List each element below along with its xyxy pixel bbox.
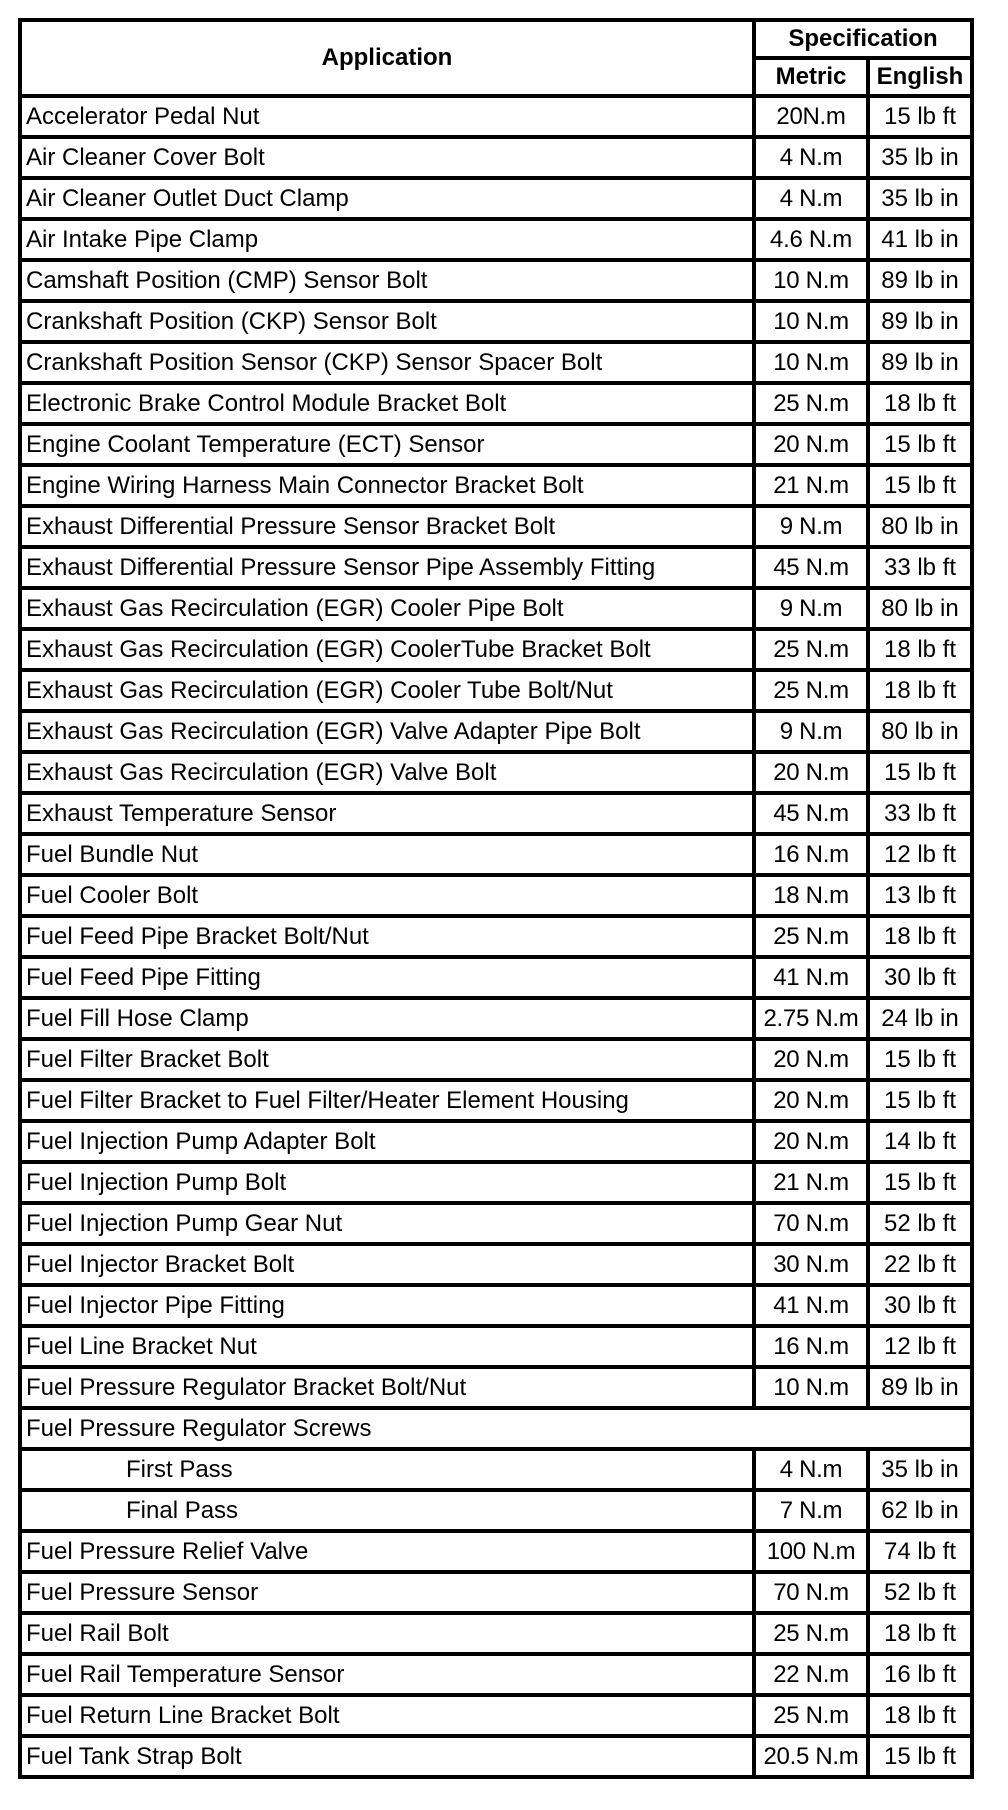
metric-cell: 25 N.m (754, 629, 868, 670)
english-cell: 35 lb in (868, 1449, 972, 1490)
english-cell: 12 lb ft (868, 1326, 972, 1367)
metric-cell: 10 N.m (754, 1367, 868, 1408)
application-cell: Fuel Line Bracket Nut (20, 1326, 754, 1367)
english-cell: 15 lb ft (868, 424, 972, 465)
metric-cell: 45 N.m (754, 547, 868, 588)
metric-cell: 22 N.m (754, 1654, 868, 1695)
application-cell: Exhaust Gas Recirculation (EGR) Valve Bolt (20, 752, 754, 793)
application-cell: Exhaust Temperature Sensor (20, 793, 754, 834)
metric-cell: 10 N.m (754, 342, 868, 383)
table-row (20, 588, 972, 629)
english-cell: 62 lb in (868, 1490, 972, 1531)
application-cell: Fuel Pressure Regulator Bracket Bolt/Nut (20, 1367, 754, 1408)
english-cell: 14 lb ft (868, 1121, 972, 1162)
metric-cell: 41 N.m (754, 1285, 868, 1326)
table-row (20, 1531, 972, 1572)
application-cell: Fuel Injection Pump Gear Nut (20, 1203, 754, 1244)
table-row (20, 1613, 972, 1654)
application-cell: Fuel Bundle Nut (20, 834, 754, 875)
english-cell: 33 lb ft (868, 793, 972, 834)
table-row (20, 875, 972, 916)
table-row (20, 1285, 972, 1326)
application-cell: Crankshaft Position (CKP) Sensor Bolt (20, 301, 754, 342)
table-row (20, 957, 972, 998)
header-english: English (868, 58, 972, 96)
english-cell: 35 lb in (868, 137, 972, 178)
table-header (20, 20, 972, 96)
table-row (20, 1080, 972, 1121)
english-cell: 80 lb in (868, 588, 972, 629)
application-cell: Fuel Tank Strap Bolt (20, 1736, 754, 1777)
application-cell: Fuel Pressure Relief Valve (20, 1531, 754, 1572)
application-cell: First Pass (20, 1449, 754, 1490)
table-row (20, 1203, 972, 1244)
metric-cell: 4.6 N.m (754, 219, 868, 260)
application-cell: Crankshaft Position Sensor (CKP) Sensor Spacer Bolt (20, 342, 754, 383)
header-specification: Specification (754, 20, 972, 58)
english-cell: 33 lb ft (868, 547, 972, 588)
table-row (20, 834, 972, 875)
table-row (20, 1162, 972, 1203)
table-row (20, 465, 972, 506)
application-cell: Fuel Filter Bracket to Fuel Filter/Heater Element Housing (20, 1080, 754, 1121)
table-row (20, 1449, 972, 1490)
metric-cell: 2.75 N.m (754, 998, 868, 1039)
metric-cell: 30 N.m (754, 1244, 868, 1285)
english-cell: 15 lb ft (868, 752, 972, 793)
english-cell: 15 lb ft (868, 1736, 972, 1777)
metric-cell: 9 N.m (754, 588, 868, 629)
metric-cell: 16 N.m (754, 1326, 868, 1367)
metric-cell: 20 N.m (754, 1080, 868, 1121)
application-cell: Accelerator Pedal Nut (20, 96, 754, 137)
application-cell: Exhaust Differential Pressure Sensor Pipe Assembly Fitting (20, 547, 754, 588)
table-row (20, 629, 972, 670)
application-cell: Fuel Feed Pipe Bracket Bolt/Nut (20, 916, 754, 957)
table-row (20, 383, 972, 424)
table-row (20, 301, 972, 342)
metric-cell: 10 N.m (754, 260, 868, 301)
english-cell: 24 lb in (868, 998, 972, 1039)
metric-cell: 41 N.m (754, 957, 868, 998)
english-cell: 80 lb in (868, 506, 972, 547)
table-row (20, 752, 972, 793)
application-cell: Engine Coolant Temperature (ECT) Sensor (20, 424, 754, 465)
group-heading-cell: Fuel Pressure Regulator Screws (20, 1408, 972, 1449)
metric-cell: 21 N.m (754, 1162, 868, 1203)
metric-cell: 16 N.m (754, 834, 868, 875)
table-row (20, 506, 972, 547)
english-cell: 18 lb ft (868, 629, 972, 670)
english-cell: 15 lb ft (868, 96, 972, 137)
english-cell: 15 lb ft (868, 1162, 972, 1203)
metric-cell: 25 N.m (754, 1613, 868, 1654)
metric-cell: 7 N.m (754, 1490, 868, 1531)
table-row (20, 96, 972, 137)
english-cell: 18 lb ft (868, 383, 972, 424)
english-cell: 18 lb ft (868, 1613, 972, 1654)
application-cell: Fuel Injector Bracket Bolt (20, 1244, 754, 1285)
application-cell: Air Cleaner Cover Bolt (20, 137, 754, 178)
metric-cell: 20 N.m (754, 752, 868, 793)
metric-cell: 10 N.m (754, 301, 868, 342)
application-cell: Exhaust Gas Recirculation (EGR) CoolerTube Bracket Bolt (20, 629, 754, 670)
application-cell: Exhaust Gas Recirculation (EGR) Cooler Tube Bolt/Nut (20, 670, 754, 711)
application-cell: Engine Wiring Harness Main Connector Bracket Bolt (20, 465, 754, 506)
metric-cell: 9 N.m (754, 711, 868, 752)
application-cell: Camshaft Position (CMP) Sensor Bolt (20, 260, 754, 301)
table-row (20, 793, 972, 834)
english-cell: 18 lb ft (868, 1695, 972, 1736)
metric-cell: 20.5 N.m (754, 1736, 868, 1777)
english-cell: 52 lb ft (868, 1572, 972, 1613)
metric-cell: 25 N.m (754, 916, 868, 957)
table-row (20, 1408, 972, 1449)
english-cell: 18 lb ft (868, 670, 972, 711)
application-cell: Fuel Pressure Sensor (20, 1572, 754, 1613)
english-cell: 16 lb ft (868, 1654, 972, 1695)
metric-cell: 9 N.m (754, 506, 868, 547)
table-row (20, 711, 972, 752)
table-row (20, 1244, 972, 1285)
table-row (20, 1736, 972, 1777)
english-cell: 89 lb in (868, 342, 972, 383)
english-cell: 74 lb ft (868, 1531, 972, 1572)
application-cell: Fuel Injection Pump Adapter Bolt (20, 1121, 754, 1162)
header-metric: Metric (754, 58, 868, 96)
table-row (20, 1367, 972, 1408)
metric-cell: 4 N.m (754, 1449, 868, 1490)
english-cell: 41 lb in (868, 219, 972, 260)
english-cell: 52 lb ft (868, 1203, 972, 1244)
application-cell: Fuel Filter Bracket Bolt (20, 1039, 754, 1080)
table-row (20, 998, 972, 1039)
english-cell: 15 lb ft (868, 1080, 972, 1121)
metric-cell: 21 N.m (754, 465, 868, 506)
english-cell: 35 lb in (868, 178, 972, 219)
metric-cell: 25 N.m (754, 670, 868, 711)
metric-cell: 18 N.m (754, 875, 868, 916)
english-cell: 15 lb ft (868, 1039, 972, 1080)
table-row (20, 178, 972, 219)
header-application: Application (20, 20, 754, 96)
metric-cell: 20 N.m (754, 424, 868, 465)
table-row (20, 1654, 972, 1695)
table-row (20, 547, 972, 588)
metric-cell: 4 N.m (754, 178, 868, 219)
english-cell: 13 lb ft (868, 875, 972, 916)
table-row (20, 1039, 972, 1080)
table-row (20, 1572, 972, 1613)
metric-cell: 45 N.m (754, 793, 868, 834)
metric-cell: 20 N.m (754, 1121, 868, 1162)
application-cell: Fuel Feed Pipe Fitting (20, 957, 754, 998)
english-cell: 89 lb in (868, 260, 972, 301)
application-cell: Fuel Rail Temperature Sensor (20, 1654, 754, 1695)
application-cell: Air Intake Pipe Clamp (20, 219, 754, 260)
application-cell: Fuel Injection Pump Bolt (20, 1162, 754, 1203)
english-cell: 80 lb in (868, 711, 972, 752)
english-cell: 12 lb ft (868, 834, 972, 875)
torque-spec-table (18, 18, 974, 1779)
table-row (20, 342, 972, 383)
english-cell: 18 lb ft (868, 916, 972, 957)
english-cell: 89 lb in (868, 301, 972, 342)
table-body (20, 96, 972, 1777)
application-cell: Fuel Rail Bolt (20, 1613, 754, 1654)
metric-cell: 4 N.m (754, 137, 868, 178)
application-cell: Fuel Return Line Bracket Bolt (20, 1695, 754, 1736)
table-row (20, 260, 972, 301)
application-cell: Exhaust Gas Recirculation (EGR) Cooler Pipe Bolt (20, 588, 754, 629)
table-row (20, 219, 972, 260)
english-cell: 89 lb in (868, 1367, 972, 1408)
table-row (20, 1490, 972, 1531)
metric-cell: 70 N.m (754, 1203, 868, 1244)
english-cell: 22 lb ft (868, 1244, 972, 1285)
metric-cell: 70 N.m (754, 1572, 868, 1613)
application-cell: Fuel Cooler Bolt (20, 875, 754, 916)
table-row (20, 670, 972, 711)
application-cell: Final Pass (20, 1490, 754, 1531)
metric-cell: 25 N.m (754, 1695, 868, 1736)
application-cell: Fuel Injector Pipe Fitting (20, 1285, 754, 1326)
table-row (20, 916, 972, 957)
metric-cell: 25 N.m (754, 383, 868, 424)
metric-cell: 100 N.m (754, 1531, 868, 1572)
application-cell: Fuel Fill Hose Clamp (20, 998, 754, 1039)
metric-cell: 20N.m (754, 96, 868, 137)
application-cell: Exhaust Differential Pressure Sensor Bracket Bolt (20, 506, 754, 547)
english-cell: 30 lb ft (868, 957, 972, 998)
application-cell: Exhaust Gas Recirculation (EGR) Valve Adapter Pipe Bolt (20, 711, 754, 752)
table-row (20, 1326, 972, 1367)
table-row (20, 424, 972, 465)
table-row (20, 1121, 972, 1162)
english-cell: 30 lb ft (868, 1285, 972, 1326)
english-cell: 15 lb ft (868, 465, 972, 506)
metric-cell: 20 N.m (754, 1039, 868, 1080)
application-cell: Electronic Brake Control Module Bracket Bolt (20, 383, 754, 424)
table-row (20, 137, 972, 178)
table-row (20, 1695, 972, 1736)
application-cell: Air Cleaner Outlet Duct Clamp (20, 178, 754, 219)
